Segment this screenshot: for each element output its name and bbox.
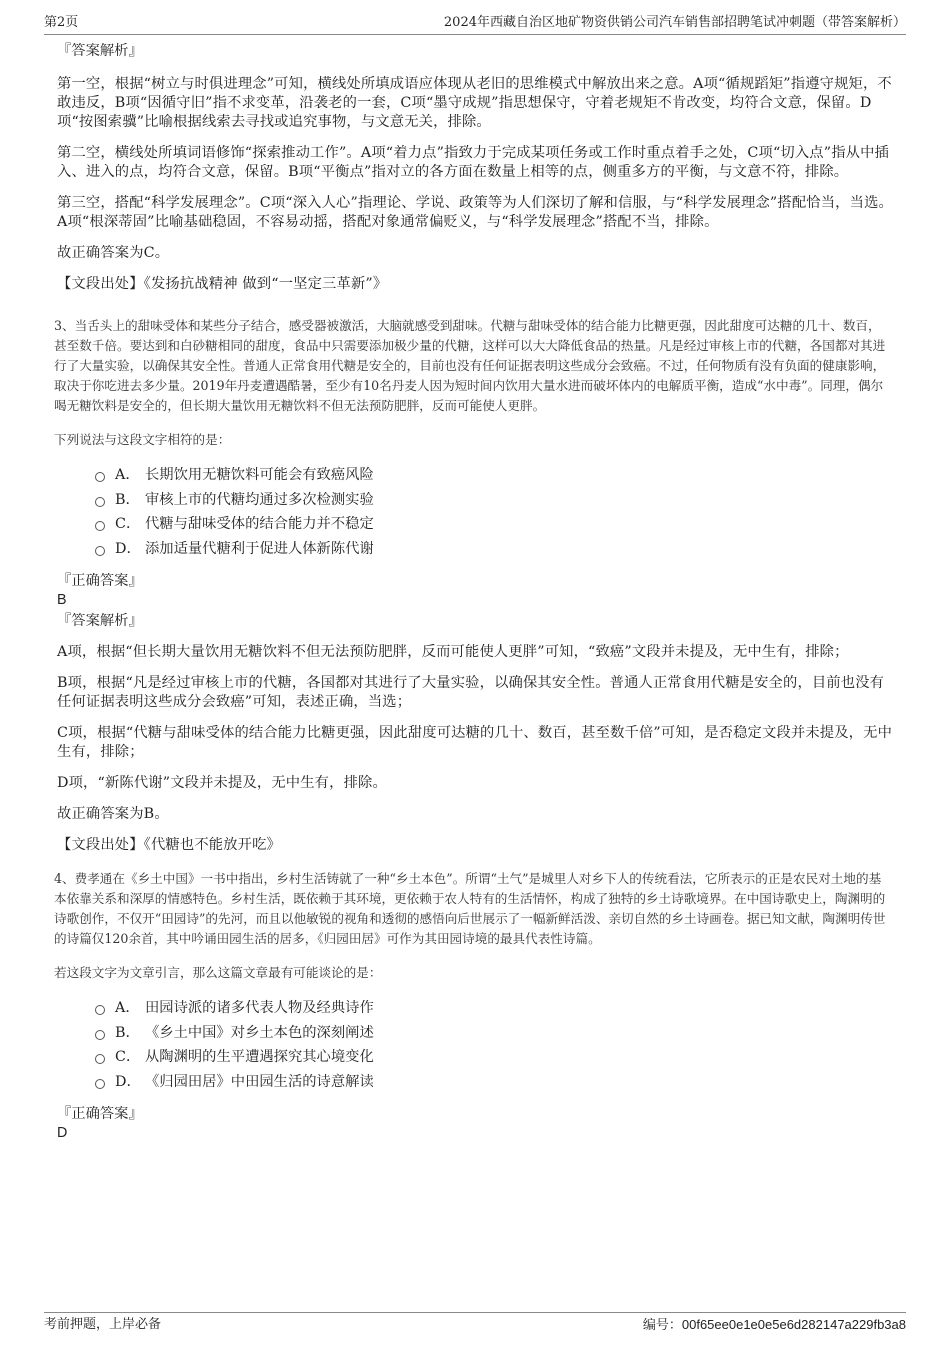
q4-answer-label: 『正确答案』 <box>57 1106 143 1122</box>
radio-icon[interactable] <box>95 1054 105 1064</box>
q2-analysis-paragraph: 第二空，横线处所填词语修饰“探索推动工作”。A项“着力点”指致力于完成某项任务或工作时重点着手之处，C项“切入点”指从中插入、进入的点，均符合文意，保留。B项“平衡点”指对立的各方面在数量上相等的点，侧重多方的平衡，与文意不符，排除。 <box>57 145 889 180</box>
radio-icon[interactable] <box>95 1005 105 1015</box>
option-letter: B． <box>115 491 140 508</box>
q3-conclusion: 故正确答案为B。 <box>57 806 169 822</box>
q3-source: 【文段出处】《代糖也不能放开吃》 <box>57 837 281 853</box>
code-value: 00f65ee0e1e0e5e6d282147a229fb3a8 <box>681 1317 906 1332</box>
q3-analysis-paragraph: D项，“新陈代谢”文段并未提及，无中生有，排除。 <box>57 775 387 791</box>
radio-icon[interactable] <box>95 546 105 556</box>
document-body <box>54 42 893 1145</box>
q4-answer: D <box>57 1125 68 1141</box>
option-letter: C． <box>115 516 141 532</box>
radio-icon[interactable] <box>95 497 105 507</box>
q4-options <box>95 999 893 1097</box>
q4-option-c[interactable] <box>95 1048 893 1073</box>
option-letter: D． <box>115 540 141 557</box>
option-text: 添加适量代糖利于促进人体新陈代谢 <box>145 540 374 557</box>
option-letter: C． <box>115 1049 141 1065</box>
option-text: 《归园田居》中田园生活的诗意解读 <box>145 1073 374 1090</box>
q3-analysis-paragraph: C项，根据“代糖与甜味受体的结合能力比糖更强，因此甜度可达糖的几十、数百，甚至数千倍”可知，是否稳定文段并未提及，无中生有，排除； <box>57 725 893 760</box>
page-footer <box>44 1312 906 1337</box>
document-title: 2024年西藏自治区地矿物资供销公司汽车销售部招聘笔试冲刺题（带答案解析） <box>443 15 906 30</box>
q3-option-c[interactable] <box>95 515 893 540</box>
radio-icon[interactable] <box>95 1079 105 1089</box>
q3-analysis-label: 『答案解析』 <box>57 613 143 629</box>
page-header <box>44 12 906 35</box>
q4-question-text: 4、费孝通在《乡土中国》一书中指出，乡村生活铸就了一种“乡土本色”。所谓“土气”是城里人对乡下人的传统看法，它所表示的正是农民对土地的基本依靠关系和深厚的情感特色。乡村生活，既依赖于其环境，更依赖于农人特有的生活情怀，构成了独特的乡土诗歌境界。在中国诗歌史上，陶渊明的诗歌创作，不仅开“田园诗”的先河，而且以他敏锐的视角和透彻的感悟向后世展示了一幅新鲜活泼、亲切自然的乡土诗画卷。据已知文献，陶渊明传世的诗篇仅120余首，其中吟诵田园生活的居多，《归园田居》可作为其田园诗境的最具代表性诗篇。 <box>54 871 886 946</box>
q4-option-a[interactable] <box>95 999 893 1024</box>
option-text: 审核上市的代糖均通过多次检测实验 <box>145 491 374 508</box>
option-text: 长期饮用无糖饮料可能会有致癌风险 <box>145 467 374 483</box>
radio-icon[interactable] <box>95 472 105 482</box>
radio-icon[interactable] <box>95 1030 105 1040</box>
q3-analysis-paragraph: B项，根据“凡是经过审核上市的代糖，各国都对其进行了大量实验，以确保其安全性。普通人正常食用代糖是安全的，目前也没有任何证据表明这些成分会致癌”可知，表述正确，当选； <box>57 675 885 710</box>
q2-conclusion: 故正确答案为C。 <box>57 245 170 261</box>
option-text: 从陶渊明的生平遭遇探究其心境变化 <box>145 1049 374 1065</box>
q3-answer-label: 『正确答案』 <box>57 573 143 589</box>
radio-icon[interactable] <box>95 521 105 531</box>
q3-prompt: 下列说法与这段文字相符的是： <box>54 432 231 447</box>
q2-analysis-paragraph: 第一空，根据“树立与时俱进理念”可知，横线处所填成语应体现从老旧的思维模式中解放出来之意。A项“循规蹈矩”指遵守规矩，不敢违反，B项“因循守旧”指不求变革，沿袭老的一套，C项“墨守成规”指思想保守，守着老规矩不肯改变，均符合文意，保留。D项“按图索骥”比喻根据线索去寻找或追究事物，与文意无关，排除。 <box>57 76 892 130</box>
q3-answer: B <box>57 592 67 608</box>
q2-analysis-paragraph: 第三空，搭配“科学发展理念”。C项“深入人心”指理论、学说、政策等为人们深切了解和信服，与“科学发展理念”搭配恰当，当选。A项“根深蒂固”比喻基础稳固，不容易动摇，搭配对象通常偏贬义，与“科学发展理念”搭配不当，排除。 <box>57 195 893 230</box>
q3-option-b[interactable] <box>95 491 893 516</box>
q3-option-a[interactable] <box>95 466 893 491</box>
option-letter: A． <box>115 1000 140 1016</box>
q4-option-d[interactable] <box>95 1073 893 1098</box>
q3-analysis-paragraph: A项，根据“但长期大量饮用无糖饮料不但无法预防肥胖，反而可能使人更胖”可知，“致癌”文段并未提及，无中生有，排除； <box>57 644 849 660</box>
q4-prompt: 若这段文字为文章引言，那么这篇文章最有可能谈论的是： <box>54 965 382 980</box>
option-text: 《乡土中国》对乡土本色的深刻阐述 <box>145 1024 374 1041</box>
option-text: 代糖与甜味受体的结合能力并不稳定 <box>145 516 374 532</box>
page-number: 第2页 <box>44 15 79 30</box>
footer-slogan: 考前押题，上岸必备 <box>44 1317 162 1332</box>
option-text: 田园诗派的诸多代表人物及经典诗作 <box>145 1000 374 1016</box>
option-letter: D． <box>115 1073 141 1090</box>
q2-source: 【文段出处】《发扬抗战精神 做到“一坚定三革新”》 <box>57 276 388 292</box>
q3-option-d[interactable] <box>95 540 893 565</box>
q3-options <box>95 466 893 564</box>
q2-analysis-label: 『答案解析』 <box>57 43 143 59</box>
code-label: 编号： <box>642 1318 682 1333</box>
q4-option-b[interactable] <box>95 1024 893 1049</box>
option-letter: A． <box>115 467 140 483</box>
q3-question-text: 3、当舌头上的甜味受体和某些分子结合，感受器被激活，大脑就感受到甜味。代糖与甜味受体的结合能力比糖更强，因此甜度可达糖的几十、数百，甚至数千倍。要达到和白砂糖相同的甜度，食品中只需要添加极少量的代糖，这样可以大大降低食品的热量。凡是经过审核上市的代糖，各国都对其进行了大量实验，以确保其安全性。普通人正常食用代糖是安全的，目前也没有任何证据表明这些成分会致癌。不过，任何物质有没有负面的健康影响，取决于你吃进去多少量。2019年丹麦遭遇酷暑，至少有10名丹麦人因为短时间内饮用大量水进而破坏体内的电解质平衡，造成“水中毒”。同理，偶尔喝无糖饮料是安全的，但长期大量饮用无糖饮料不但无法预防肥胖，反而可能使人更胖。 <box>54 318 886 413</box>
option-letter: B． <box>115 1024 140 1041</box>
document-code <box>643 1315 906 1336</box>
